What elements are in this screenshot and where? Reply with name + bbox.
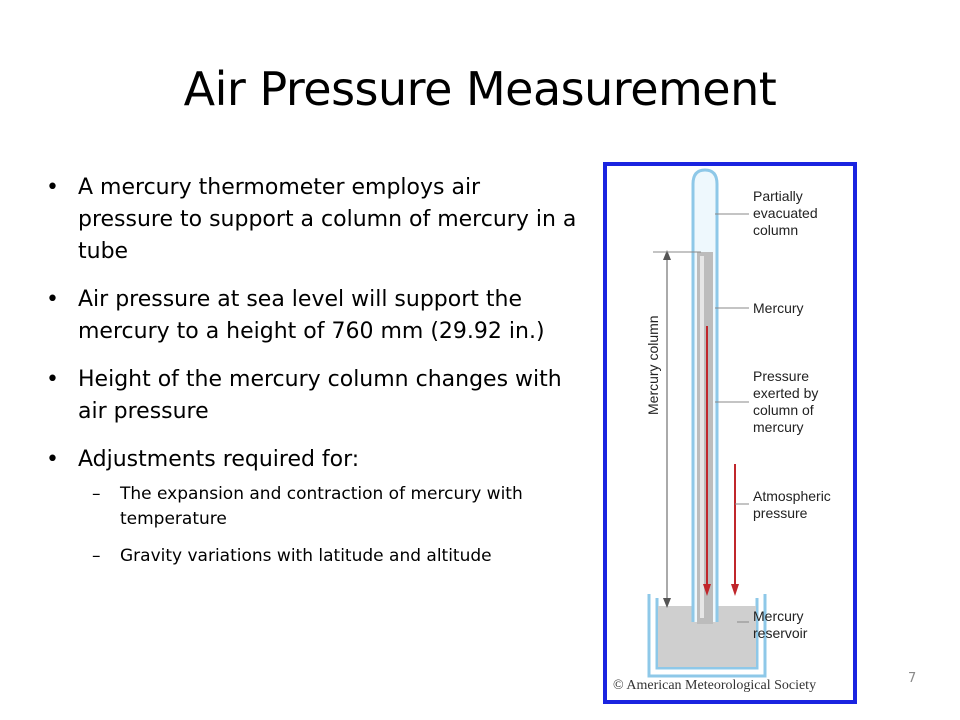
bullet-text: Adjustments required for: [78,447,360,472]
atmospheric-arrowhead [731,584,739,596]
sub-bullet-item: – Gravity variations with latitude and altitude [78,544,582,569]
sub-bullet-list [78,482,582,569]
slide-title: Air Pressure Measurement [183,62,777,116]
label-reservoir: Mercury reservoir [753,608,808,641]
label-mercury: Mercury [753,300,804,316]
page-number: 7 [908,671,917,686]
label-atmospheric: Atmospheric pressure [753,488,831,521]
mercury-column-fill [697,252,713,624]
mercury-highlight [700,256,704,618]
sub-bullet-item: – The expansion and contraction of mercury with temperature [78,482,582,532]
mercury-column-axis-label: Mercury column [645,312,661,418]
label-evacuated: Partially evacuated column [753,188,818,238]
bullet-item: • Air pressure at sea level will support the mercury to a height of 760 mm (29.92 in.) [42,284,582,348]
figure-credit: © American Meteorological Society [613,678,817,693]
bullet-list [42,172,582,585]
bullet-item: • Height of the mercury column changes with air pressure [42,364,582,428]
bullet-item: • A mercury thermometer employs air pressure to support a column of mercury in a tube [42,172,582,268]
barometer-figure [603,162,857,704]
label-pressure-column: Pressure exerted by column of mercury [753,368,819,435]
bullet-item-adjustments [42,444,582,569]
